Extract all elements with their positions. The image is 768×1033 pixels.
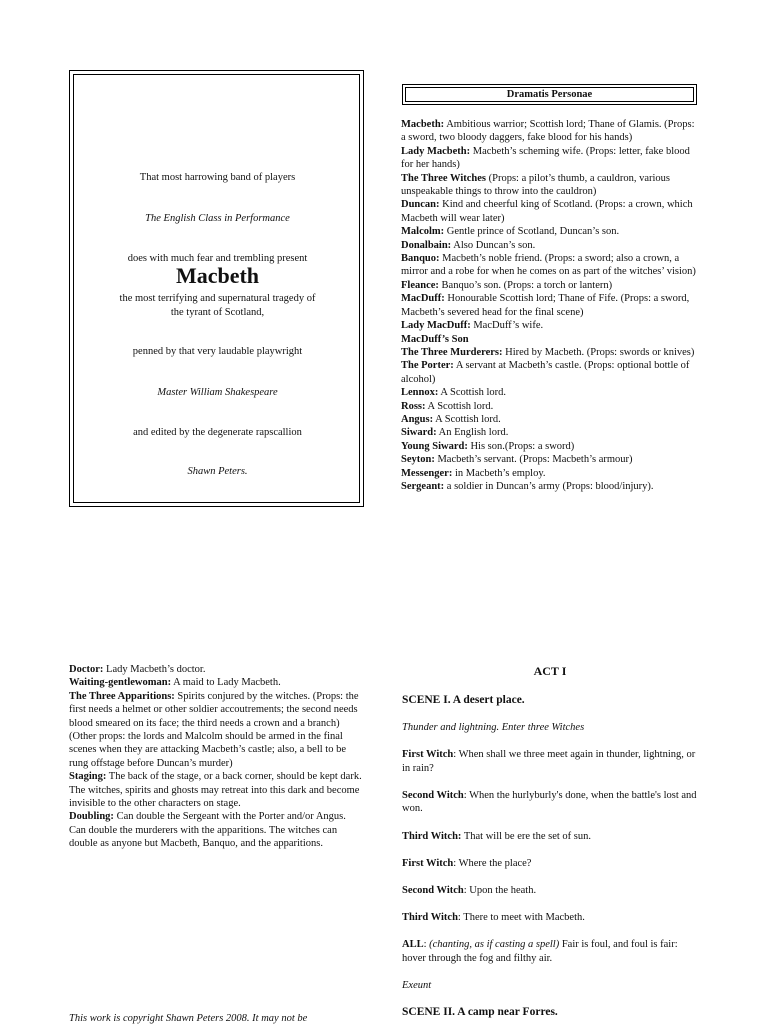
entry-description: Spirits conjured by the witches. (Props: the first needs a helmet or other soldier accoutrements; the second needs blood smeared on its face; the third needs a crown and a branch) [69, 690, 359, 729]
entry-description: in Macbeth’s employ. [452, 467, 546, 479]
stage-direction-1: Thunder and lightning. Enter three Witches [402, 722, 585, 734]
production-notes [69, 663, 365, 851]
list-item [401, 279, 701, 292]
dramatis-personae-header [402, 84, 697, 105]
entry-name: The Three Murderers: [401, 346, 503, 358]
dialogue-text: Fair is foul, and foul is fair: hover through the fog and filthy air. [402, 939, 678, 964]
title-line-4: the most terrifying and supernatural tragedy of [119, 293, 316, 304]
list-item [401, 467, 701, 480]
list-item [401, 252, 701, 279]
entry-description: Macbeth’s scheming wife. (Props: letter, fake blood for her hands) [401, 145, 690, 171]
entry-description: Honourable Scottish lord; Thane of Fife. (Props: a sword, Macbeth’s severed head for the final scene) [401, 293, 690, 318]
title-line-8: and edited by the degenerate rapscallion [133, 427, 302, 438]
dialogue-line [402, 857, 698, 870]
list-item [69, 730, 365, 770]
dialogue-line [402, 884, 698, 897]
list-item [401, 145, 701, 172]
entry-description: Lady Macbeth’s doctor. [103, 664, 206, 675]
speaker-name: Third Witch: [402, 830, 462, 842]
title-line-6: penned by that very laudable playwright [132, 346, 303, 357]
list-item [401, 413, 701, 426]
dialogue-line [402, 938, 698, 965]
dialogue-line [402, 830, 698, 843]
list-item [401, 172, 701, 199]
list-item [401, 400, 701, 413]
list-item [401, 346, 701, 359]
stage-direction-exeunt: Exeunt [402, 980, 432, 992]
list-item [401, 333, 701, 346]
entry-name: Lady Macbeth: [401, 145, 471, 157]
entry-description: Can double the Sergeant with the Porter and/or Angus. Can double the murderers with the apparitions. The witches can double as anyone but Macbeth, Banquo, and the apparitions. [69, 811, 346, 850]
entry-name: The Three Witches [401, 172, 486, 184]
entry-name: The Three Apparitions: [69, 690, 175, 702]
list-item [69, 690, 365, 730]
entry-description: Hired by Macbeth. (Props: swords or knives) [502, 346, 695, 358]
entry-name: Fleance: [401, 279, 439, 291]
list-item [401, 386, 701, 399]
entry-description: (Other props: the lords and Malcolm should be armed in the final scenes when they are attacking Macbeth’s castle; also, a bell to be rung offstage before Duncan’s murder) [69, 731, 346, 769]
script-text [402, 694, 698, 1033]
dialogue-text: When the hurlyburly's done, when the battle's lost and won. [402, 790, 697, 815]
list-item [69, 770, 365, 810]
list-item [401, 118, 701, 145]
title-line-9: Shawn Peters. [187, 466, 248, 477]
entry-description: a soldier in Duncan’s army (Props: blood/injury). [444, 480, 654, 492]
entry-name: Lennox: [401, 387, 439, 399]
dialogue-line [402, 789, 698, 816]
entry-name: MacDuff’s Son [401, 333, 469, 345]
entry-name: MacDuff: [401, 293, 445, 305]
entry-name: Banquo: [401, 253, 440, 265]
title-page-box [69, 70, 364, 507]
cast-list [401, 118, 701, 493]
list-item [401, 453, 701, 466]
entry-description: Kind and cheerful king of Scotland. (Props: a crown, which Macbeth will wear later) [401, 199, 693, 224]
entry-description: Ambitious warrior; Scottish lord; Thane of Glamis. (Props: a sword, two bloody daggers, fake blood for his hands) [401, 119, 695, 144]
dramatis-personae-heading: Dramatis Personae [405, 87, 694, 102]
entry-name: Macbeth: [401, 119, 445, 130]
entry-description: A Scottish lord. [438, 387, 507, 399]
speaker-name: ALL [402, 939, 424, 951]
entry-name: Lady MacDuff: [401, 320, 471, 332]
entry-name: Duncan: [401, 199, 440, 211]
list-item [69, 810, 365, 850]
entry-description: Gentle prince of Scotland, Duncan’s son. [444, 226, 620, 238]
dialogue-text: Where the place? [458, 857, 532, 869]
scene-heading-1: SCENE I. A desert place. [402, 694, 525, 706]
dialogue-text: There to meet with Macbeth. [463, 912, 585, 924]
entry-name: Seyton: [401, 454, 435, 466]
entry-description: A maid to Lady Macbeth. [171, 677, 281, 689]
copyright-notice: This work is copyright Shawn Peters 2008. It may not be [69, 1013, 308, 1024]
title-line-2: The English Class in Performance [145, 213, 290, 224]
list-item [401, 359, 701, 386]
speaker-name: Third Witch [402, 912, 458, 924]
speaker-separator: : [463, 790, 470, 802]
title-line-5: the tyrant of Scotland, [170, 307, 265, 318]
entry-name: Young Siward: [401, 440, 468, 452]
dialogue-text: That will be ere the set of sun. [463, 830, 591, 842]
entry-name: Ross: [401, 400, 426, 412]
entry-name: Sergeant: [401, 480, 445, 492]
entry-name: Doubling: [69, 811, 114, 823]
inline-stage-direction: (chanting, as if casting a spell) [429, 939, 560, 951]
speaker-separator: : [457, 912, 464, 924]
list-item [401, 225, 701, 238]
list-item [69, 676, 365, 689]
dialogue-line [402, 911, 698, 924]
speaker-separator: : [463, 885, 470, 897]
list-item [401, 440, 701, 453]
entry-description: His son.(Props: a sword) [467, 440, 575, 452]
speaker-name: Second Witch [402, 790, 464, 802]
act-heading: ACT I [533, 664, 567, 678]
speaker-name: Second Witch [402, 885, 464, 897]
speaker-separator: : [423, 939, 430, 951]
list-item [401, 239, 701, 252]
play-title: Macbeth [175, 263, 260, 288]
speaker-separator: : [453, 749, 459, 761]
list-item [401, 198, 701, 225]
title-line-1: That most harrowing band of players [139, 172, 296, 183]
speaker-name: First Witch [402, 749, 454, 761]
dialogue-line [402, 748, 698, 775]
speaker-separator: : [453, 857, 459, 869]
list-item [401, 426, 701, 439]
speaker-name: First Witch [402, 857, 454, 869]
entry-description: A Scottish lord. [425, 400, 494, 412]
scene-heading-2: SCENE II. A camp near Forres. [402, 1006, 558, 1019]
title-line-3: does with much fear and trembling present [127, 253, 308, 264]
list-item [401, 292, 701, 319]
entry-name: Messenger: [401, 467, 453, 479]
list-item [401, 319, 701, 332]
dialogue-text: Upon the heath. [469, 885, 537, 897]
list-item [401, 480, 701, 493]
entry-description: Also Duncan’s son. [451, 239, 536, 251]
list-item [69, 663, 365, 676]
entry-name: Siward: [401, 427, 437, 439]
entry-description: MacDuff’s wife. [470, 320, 544, 332]
entry-name: Waiting-gentlewoman: [69, 677, 172, 689]
entry-description: An English lord. [436, 427, 509, 439]
entry-description: Banquo’s son. (Props: a torch or lantern) [438, 279, 613, 291]
dialogue-text: When shall we three meet again in thunder, lightning, or in rain? [402, 749, 696, 774]
entry-name: The Porter: [401, 360, 454, 372]
entry-name: Doctor: [69, 664, 104, 675]
entry-name: Angus: [401, 413, 434, 425]
entry-description: (Props: a pilot’s thumb, a cauldron, various unspeakable things to throw into the cauldron) [401, 172, 671, 198]
entry-description: Macbeth’s servant. (Props: Macbeth’s armour) [434, 454, 633, 466]
entry-name: Staging: [69, 771, 107, 783]
entry-name: Malcolm: [401, 226, 445, 238]
dialogue-lines [402, 748, 698, 965]
entry-description: A servant at Macbeth’s castle. (Props: optional bottle of alcohol) [401, 360, 690, 385]
entry-description: Macbeth’s noble friend. (Props: a sword; also a crown, a mirror and a robe for when he comes on as part of the witches’ vision) [401, 253, 696, 278]
entry-name: Donalbain: [401, 239, 452, 251]
entry-description: The back of the stage, or a back corner, should be kept dark. The witches, spirits and ghosts may retreat into this dark and become invisible to the other characters on stage. [69, 771, 362, 810]
title-line-7: Master William Shakespeare [157, 387, 278, 398]
entry-description: A Scottish lord. [433, 413, 501, 425]
